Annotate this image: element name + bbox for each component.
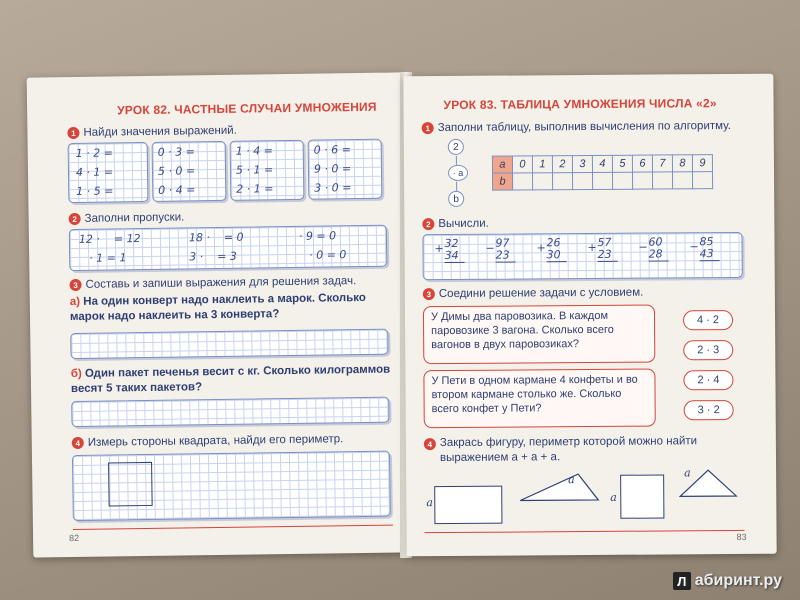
column-expression	[689, 236, 723, 261]
labirint-logo: Л	[673, 572, 691, 590]
operator-sign: +	[536, 241, 546, 255]
rectangle-figure[interactable]	[434, 486, 502, 524]
problem-2-box: У Пети в одном кармане 4 конфеты и во втором кармане столько же. Сколько всего конфет у Пети?	[423, 369, 655, 429]
table-row-b	[493, 172, 713, 191]
task-text: Соедини решение задачи с условием.	[438, 286, 644, 301]
task-text: Вычисли.	[438, 217, 489, 231]
algo-start: 2	[448, 139, 464, 155]
side-label: a	[610, 490, 617, 504]
square-figure[interactable]	[620, 474, 664, 518]
answer-cell[interactable]	[653, 172, 673, 189]
answer-pill[interactable]: 2 · 3	[683, 340, 733, 360]
subtask-label: а)	[69, 295, 81, 309]
answer-cell[interactable]	[573, 172, 593, 189]
top-number: 97	[495, 236, 510, 250]
answer-cell[interactable]	[513, 173, 533, 190]
task-text: Заполни пропуски.	[84, 211, 185, 225]
answer-pill[interactable]: 2 · 4	[683, 370, 733, 390]
row-label-a: a	[492, 156, 512, 173]
column-expression	[638, 236, 672, 261]
bottom-number: 23	[598, 249, 618, 262]
table-cell: 2	[552, 156, 572, 173]
top-number: 85	[699, 235, 714, 249]
task-number: 1	[422, 122, 434, 134]
expression: 1 · 2 =	[75, 146, 114, 160]
answer-cell[interactable]	[613, 172, 633, 189]
algo-operation: · a	[448, 165, 468, 181]
table-cell: 3	[572, 155, 592, 172]
task-number: 1	[67, 127, 79, 139]
table-row-a	[492, 155, 712, 174]
expression: 0 · 6 =	[313, 143, 351, 157]
task-1	[422, 120, 731, 134]
table-cell: 1	[532, 156, 552, 173]
footer-line	[73, 525, 393, 530]
bottom-number: 30	[547, 249, 567, 262]
operator-sign: +	[434, 242, 444, 256]
task-2	[69, 211, 185, 225]
task-text: Закрась фигуру, периметр которой можно найти выражением a + a + a.	[439, 435, 698, 465]
task-text: Измерь стороны квадрата, найди его периметр.	[87, 433, 344, 449]
expression: 12 · = 12	[78, 232, 141, 246]
answer-cell[interactable]	[633, 172, 653, 189]
task-number: 3	[423, 288, 435, 300]
answer-pill[interactable]: 3 · 2	[684, 400, 734, 420]
task-text: Заполни таблицу, выполнив вычисления по алгоритму.	[437, 120, 731, 135]
expression: · 0 = 0	[309, 248, 347, 262]
answer-cell[interactable]	[693, 172, 713, 189]
column-expression	[587, 237, 621, 262]
operator-sign: −	[689, 240, 699, 254]
top-number: 60	[648, 235, 663, 249]
task-3	[69, 275, 356, 291]
answer-cell[interactable]	[673, 172, 693, 189]
table-cell: 7	[652, 155, 672, 172]
labirint-watermark	[673, 572, 782, 590]
left-page	[27, 72, 409, 557]
expression: · 9 = 0	[298, 229, 337, 243]
task-number: 2	[69, 213, 81, 225]
expression: 9 · 0 =	[313, 162, 352, 176]
operator-sign: −	[638, 240, 648, 254]
top-number: 32	[444, 236, 459, 251]
expression: 0 · 3 =	[157, 145, 196, 159]
column-expression	[536, 237, 570, 262]
algo-arrow	[456, 182, 457, 191]
expression: 5 · 1 =	[235, 163, 274, 177]
bottom-number: 28	[649, 248, 669, 261]
table-cell: 6	[632, 155, 652, 172]
operator-sign: −	[485, 241, 495, 255]
bottom-number: 34	[445, 250, 465, 263]
footer-line	[425, 530, 745, 533]
expression: · 1 = 1	[89, 251, 127, 265]
right-page	[403, 74, 776, 557]
expression: 3 · = 3	[189, 249, 237, 264]
page-number: 83	[736, 531, 747, 542]
task-4	[424, 434, 744, 466]
expression: 1 · 4 =	[235, 144, 274, 158]
table-cell: 4	[592, 155, 612, 172]
multiplication-table	[492, 154, 713, 191]
operator-sign: +	[587, 240, 597, 255]
task-3	[423, 287, 644, 301]
expression: 18 · = 0	[188, 230, 244, 245]
page-number: 82	[69, 532, 80, 544]
table-cell: 9	[692, 155, 712, 172]
task-4	[72, 433, 344, 449]
bottom-number: 23	[496, 250, 516, 263]
task-text: Найди значения выражений.	[83, 124, 237, 139]
side-label: a	[684, 466, 691, 480]
problem-1-box: У Димы два паровозика. В каждом паровозике 3 вагона. Сколько всего вагонов в двух паровозиках?	[423, 305, 655, 365]
subtask-text: На один конверт надо наклеить a марок. Сколько марок надо наклеить на 3 конверта?	[69, 291, 366, 324]
task-number: 2	[422, 218, 434, 230]
task-number: 4	[424, 438, 436, 450]
expression: 0 · 4 =	[158, 183, 196, 197]
expression: 5 · 0 =	[157, 164, 196, 178]
task-2	[422, 218, 489, 230]
subtask-label: б)	[70, 367, 82, 381]
task-3a	[70, 291, 390, 325]
table-cell: 0	[512, 156, 532, 173]
row-label-b: b	[493, 173, 513, 190]
expression: 1 · 5 =	[76, 184, 114, 198]
algo-arrow	[456, 156, 457, 165]
task-number: 3	[69, 279, 81, 291]
table-cell: 5	[612, 155, 632, 172]
bottom-number: 43	[700, 248, 720, 261]
lesson-83-title: УРОК 83. ТАБЛИЦА УМНОЖЕНИЯ ЧИСЛА «2»	[443, 96, 717, 113]
answer-pill[interactable]: 4 · 2	[683, 310, 733, 330]
triangle-figure[interactable]	[516, 470, 602, 505]
expression: 2 · 1 =	[236, 182, 274, 196]
watermark-text: абиринт.ру	[694, 572, 782, 589]
answer-grid-3a[interactable]	[70, 329, 388, 359]
task-3b	[71, 363, 391, 397]
square-figure	[108, 462, 153, 507]
top-number: 57	[597, 235, 612, 249]
task-number: 4	[72, 437, 84, 449]
expression: 4 · 1 =	[75, 165, 114, 179]
answer-cell[interactable]	[553, 173, 573, 190]
subtask-text: Один пакет печенья весит c кг. Сколько килограммов весят 5 таких пакетов?	[70, 363, 391, 396]
side-label: a	[568, 473, 575, 487]
column-expression	[434, 238, 468, 263]
top-number: 26	[546, 236, 561, 250]
task-1	[67, 125, 237, 139]
answer-cell[interactable]	[593, 172, 613, 189]
answer-cell[interactable]	[533, 173, 553, 190]
side-label: a	[426, 496, 433, 510]
column-expression	[485, 237, 519, 262]
lesson-82-title: УРОК 82. ЧАСТНЫЕ СЛУЧАИ УМНОЖЕНИЯ	[117, 99, 377, 118]
expression: 3 · 0 =	[314, 181, 352, 195]
algo-result: b	[448, 191, 464, 207]
table-cell: 8	[672, 155, 692, 172]
task-text: Составь и запиши выражения для решения задач.	[85, 275, 357, 291]
answer-grid-3b[interactable]	[71, 397, 389, 427]
